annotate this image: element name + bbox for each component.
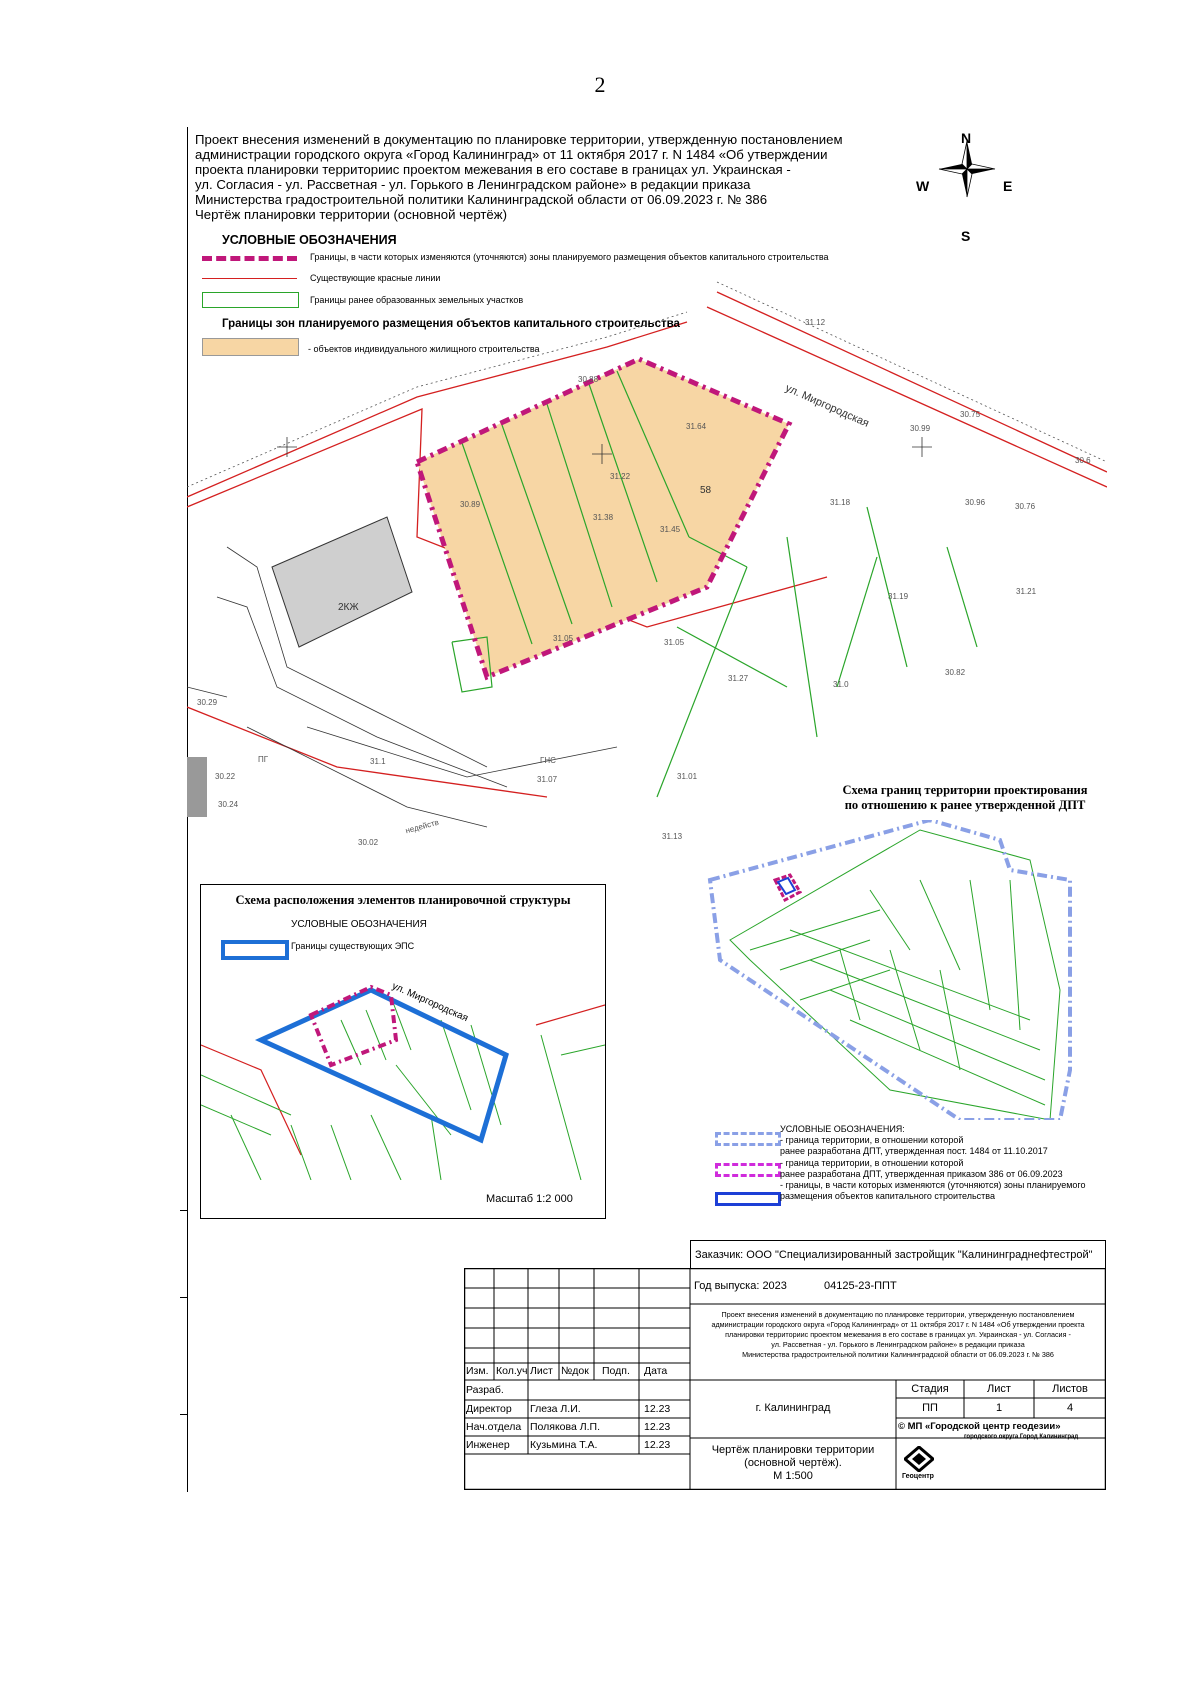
compass-n: N [961,130,972,146]
stamp-desc-line: администрации городского округа «Город Калининград» от 11 октября 2017 г. N 1484 «Об утверждении проекта [711,1320,1085,1329]
legend-swatch-dpt-2017 [715,1132,781,1146]
elevation-label: 31.07 [537,775,558,784]
legend-swatch-parcel [202,292,299,308]
elevation-label: 30.76 [1015,502,1036,511]
legend-swatch-dpt-2023 [715,1163,781,1177]
header-line: Проект внесения изменений в документацию по планировке территории, утвержденную постановлением [195,132,843,147]
elevation-label: 31.1 [370,757,386,766]
inset-structure-scale: Масштаб 1:2 000 [486,1193,573,1205]
header-line: администрации городского округа «Город Калининград» от 11 октября 2017 г. N 1484 «Об утверждении [195,147,828,162]
date-cell: 12.23 [644,1403,671,1415]
inset-territory-title-line: по отношению к ранее утвержденной ДПТ [844,798,1086,812]
drawing-title-line: Чертёж планировки территории [711,1444,875,1456]
elevation-label: 30.99 [910,424,931,433]
header-line: проекта планировки территориис проектом межевания в его составе в границах ул. Украинская - [195,162,791,177]
inset-territory-legend-item: - границы, в части которых изменяются (уточняются) зоны планируемого [780,1180,1086,1191]
col-header: №док [561,1365,589,1377]
inset-planning-structure [200,884,606,1219]
header-line: Чертёж планировки территории (основной чертёж) [195,207,507,222]
legend-swatch-boundary [202,256,297,261]
elevation-label: 31.38 [593,513,614,522]
inset-territory-legend-item: - граница территории, в отношении которой [780,1157,964,1168]
document-code: 04125-23-ППТ [824,1280,897,1292]
inset-structure-map [201,965,605,1180]
building-label: 2КЖ [338,602,359,613]
elevation-label: 31.45 [660,525,681,534]
role-cell: Разраб. [466,1384,504,1396]
inset-territory-legend [780,1124,1086,1202]
map-misc-label: ПГ [258,755,269,764]
stage-value: ПП [922,1402,938,1414]
sheets-value: 4 [1066,1402,1074,1414]
elevation-label: 30.22 [215,772,236,781]
elevation-label: 31.05 [664,638,685,647]
name-cell: Кузьмина Т.А. [530,1439,598,1451]
legend-swatch-zone [202,338,299,356]
org-sub: городского округа Город Калининград [964,1434,1079,1440]
binding-mark [180,1414,188,1415]
legend-item-boundary: Границы, в части которых изменяются (уточняются) зоны планируемого размещения объектов капитального строительства [310,252,829,262]
elevation-label: 30.29 [197,698,218,707]
binding-mark [180,1297,188,1298]
date-cell: 12.23 [644,1439,671,1451]
elevation-label: 30.82 [945,668,966,677]
legend-swatch-redline [202,278,297,279]
inset-territory-title-line: Схема границ территории проектирования [842,783,1088,797]
compass-w: W [916,178,930,194]
elevation-label: 30.6 [1075,456,1091,465]
zone-code-label: 58 [700,485,712,496]
col-header: Изм. [466,1365,489,1377]
elevation-label: 31.19 [888,592,909,601]
col-header: Кол.уч [496,1365,528,1377]
inset-territory-legend-item: ранее разработана ДПТ, утвержденная пост. 1484 от 11.10.2017 [780,1146,1048,1157]
elevation-label: 31.27 [728,674,749,683]
inset-structure-title: Схема расположения элементов планировочной структуры [235,893,571,907]
stage-header: Стадия [911,1383,949,1395]
elevation-label: 31.22 [610,472,631,481]
page-number: 2 [594,72,606,97]
inset-structure-legend-title: УСЛОВНЫЕ ОБОЗНАЧЕНИЯ [291,919,427,930]
legend-item-redline: Существующие красные линии [310,273,441,283]
drawing-title-line: (основной чертёж). [744,1457,842,1469]
city: г. Калининград [755,1402,831,1414]
drawing-scale: М 1:500 [773,1470,813,1482]
elevation-label: 31.01 [677,772,698,781]
elevation-label: 30.88 [578,375,599,384]
sheet-header: Лист [987,1383,1011,1395]
header-line: Министерства градостроительной политики Калининградской области от 06.09.2023 г. № 386 [195,192,768,207]
building-2kzh [272,517,412,647]
header-line: ул. Согласия - ул. Рассветная - ул. Горького в Ленинградском районе» в редакции приказа [195,177,751,192]
title-block [464,1268,1106,1490]
elevation-label: 30.24 [218,800,239,809]
header-title [195,132,915,222]
stamp-desc-line: Проект внесения изменений в документацию по планировке территории, утвержденную постановлением [721,1310,1075,1319]
elevation-label: 31.64 [686,422,707,431]
street-label: ул. Миргородская [783,382,871,430]
compass-e: E [1003,178,1013,194]
stamp-description [692,1310,1104,1360]
elevation-label: 31.05 [553,634,574,643]
sheet-value: 1 [995,1402,1003,1414]
geocenter-logo-icon [904,1446,934,1472]
elevation-label: 31.18 [830,498,851,507]
legend-item-parcel: Границы ранее образованных земельных участков [310,295,524,305]
elevation-label: 31.21 [1016,587,1037,596]
stamp-desc-line: ул. Рассветная - ул. Горького в Ленинградском районе» в редакции приказа [771,1340,1025,1349]
elevation-label: 30.75 [960,410,981,419]
map-misc-label: ГНС [540,756,556,765]
legend-zones-title: Границы зон планируемого размещения объектов капитального строительства [222,318,680,330]
elevation-label: 30.96 [965,498,986,507]
name-cell: Глеза Л.И. [530,1403,581,1415]
inset-structure-legend-item: Границы существующих ЭПС [291,941,415,951]
legend-title: УСЛОВНЫЕ ОБОЗНАЧЕНИЯ [222,233,397,247]
inset-territory-legend-item: ранее разработана ДПТ, утвержденная приказом 386 от 06.09.2023 [780,1168,1063,1179]
binding-mark [180,1210,188,1211]
legend-item-zone: - объектов индивидуального жилищного строительства [308,344,540,354]
stamp-desc-line: планировки территориис проектом межевания в его составе в границах ул. Украинская - ул. Согласия - [725,1330,1071,1339]
compass-icon [939,141,995,197]
role-cell: Нач.отдела [466,1421,522,1433]
inset-territory-legend-item: - граница территории, в отношении которой [780,1135,964,1146]
customer-line: Заказчик: ООО "Специализированный застройщик "Калининграднефтестрой" [690,1240,1106,1268]
legend-swatch-change [715,1192,781,1206]
date-cell: 12.23 [644,1421,671,1433]
sheets-header: Листов [1052,1383,1088,1395]
grey-block [187,757,207,817]
drawing-title [690,1444,896,1483]
org-logo-text: Геоцентр [902,1473,934,1480]
elevation-label: 31.13 [662,832,683,841]
stamp-desc-line: Министерства градостроительной политики Калининградской области от 06.09.2023 г. № 386 [742,1350,1054,1359]
release-year: Год выпуска: 2023 [694,1280,787,1292]
col-header: Дата [644,1365,668,1377]
col-header: Лист [530,1365,553,1377]
elevation-label: 31.0 [833,680,849,689]
inset-territory-map [690,820,1106,1120]
name-cell: Полякова Л.П. [530,1421,601,1433]
col-header: Подп. [602,1365,630,1377]
role-cell: Инженер [466,1439,510,1451]
inset-structure-street: ул. Миргородская [390,980,470,1025]
elevation-label: 30.89 [460,500,481,509]
role-cell: Директор [466,1403,512,1415]
inset-territory-legend-item: размещения объектов капитального строительства [780,1191,995,1202]
org-name: © МП «Городской центр геодезии» [898,1421,1061,1432]
inset-territory-title [800,783,1130,813]
elevation-label: 31.12 [805,318,826,327]
map-misc-label: недейств [404,817,440,836]
legend-swatch-eps [221,940,289,960]
inset-territory-legend-title: УСЛОВНЫЕ ОБОЗНАЧЕНИЯ: [780,1124,905,1134]
elevation-label: 30.02 [358,838,379,847]
compass-s: S [961,228,971,244]
